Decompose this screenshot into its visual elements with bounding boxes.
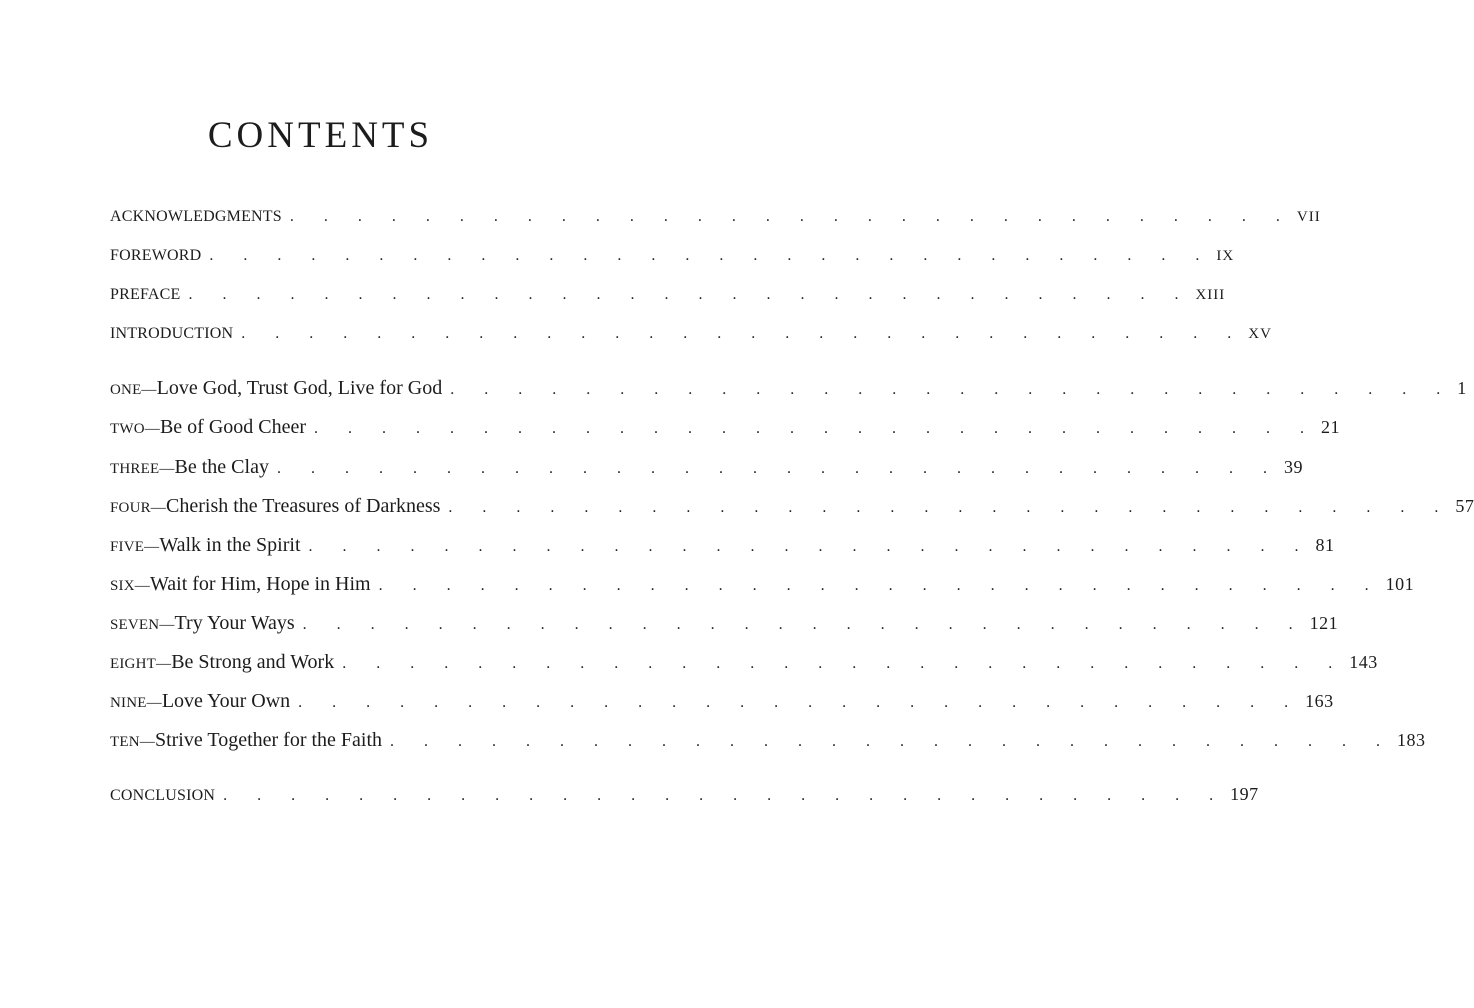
toc-entry-chapter-four[interactable] <box>110 495 1474 525</box>
chapter-number: TWO— <box>110 421 160 437</box>
entry-label: CONCLUSION <box>110 787 216 804</box>
toc-entry-acknowledgments[interactable] <box>110 208 1321 238</box>
entry-label <box>110 651 334 674</box>
chapter-number: SIX— <box>110 578 150 594</box>
chapter-number: TEN— <box>110 734 155 750</box>
page-number: XV <box>1248 326 1272 342</box>
toc-entry-introduction[interactable] <box>110 325 1272 355</box>
entry-label <box>110 416 306 439</box>
toc-entry-chapter-nine[interactable] <box>110 690 1334 720</box>
toc-entry-chapter-five[interactable] <box>110 534 1335 564</box>
page-number: 183 <box>1397 730 1426 750</box>
chapter-title: Be of Good Cheer <box>159 416 307 438</box>
page-number: 197 <box>1230 784 1259 804</box>
chapter-number: SEVEN— <box>110 617 175 633</box>
toc-entry-chapter-two[interactable] <box>110 416 1341 446</box>
page-number: 21 <box>1321 417 1341 437</box>
chapter-number: FOUR— <box>110 500 167 516</box>
entry-label <box>110 573 371 596</box>
entry-label: FOREWORD <box>110 247 202 264</box>
toc-entry-preface[interactable] <box>110 286 1226 316</box>
chapter-number: ONE— <box>110 382 157 398</box>
chapter-number: FIVE— <box>110 539 160 555</box>
dot-leader: . . . . . . . . . . . . . . . . . . . . . . . . . . . . . . <box>378 577 1382 594</box>
dot-leader: . . . . . . . . . . . . . . . . . . . . . . . . . . . . . . <box>302 616 1306 633</box>
chapter-title: Love God, Trust God, Live for God <box>156 377 443 399</box>
page-number: 121 <box>1309 613 1339 633</box>
chapter-number: THREE— <box>110 461 175 477</box>
dot-leader: . . . . . . . . . . . . . . . . . . . . . . . . . . . . . . <box>448 499 1452 516</box>
toc-entry-foreword[interactable] <box>110 247 1235 277</box>
toc-entry-chapter-seven[interactable] <box>110 612 1339 642</box>
page-number: 101 <box>1385 574 1415 594</box>
page-number: 163 <box>1305 691 1334 711</box>
entry-label <box>110 495 440 518</box>
page-number: IX <box>1216 248 1235 264</box>
entry-label <box>110 456 269 479</box>
chapter-title: Be Strong and Work <box>171 651 335 673</box>
toc-entry-chapter-one[interactable] <box>110 377 1467 407</box>
chapter-title: Wait for Him, Hope in Him <box>149 573 371 595</box>
entry-label: PREFACE <box>110 286 181 303</box>
chapter-number: EIGHT— <box>110 656 172 672</box>
chapter-title: Be the Clay <box>174 456 269 478</box>
page-title: CONTENTS <box>207 115 434 156</box>
chapter-title: Cherish the Treasures of Darkness <box>166 495 441 517</box>
entry-label <box>110 729 382 752</box>
entry-label: ACKNOWLEDGMENTS <box>110 208 282 225</box>
entry-label <box>110 690 290 713</box>
page-number: 81 <box>1315 535 1335 555</box>
chapter-title: Walk in the Spirit <box>159 534 301 556</box>
entry-label <box>110 612 295 635</box>
dot-leader: . . . . . . . . . . . . . . . . . . . . . . . . . . . . . . <box>308 538 1312 555</box>
page-number: XIII <box>1195 287 1226 303</box>
toc-entry-chapter-eight[interactable] <box>110 651 1378 681</box>
dot-leader: . . . . . . . . . . . . . . . . . . . . . . . . . . . . . . <box>298 694 1302 711</box>
entry-label <box>110 534 301 557</box>
page-number: 57 <box>1455 496 1474 516</box>
toc-entry-chapter-six[interactable] <box>110 573 1415 603</box>
page-number: 39 <box>1283 457 1303 477</box>
chapter-title: Strive Together for the Faith <box>154 729 383 751</box>
dot-leader: . . . . . . . . . . . . . . . . . . . . . . . . . . . . . . <box>314 420 1318 437</box>
dot-leader: . . . . . . . . . . . . . . . . . . . . . . . . . . . . . . <box>390 733 1394 750</box>
toc-entry-chapter-three[interactable] <box>110 456 1303 486</box>
page-number: 143 <box>1349 652 1378 672</box>
chapter-title: Love Your Own <box>161 690 291 712</box>
toc-entry-conclusion[interactable] <box>110 784 1259 814</box>
dot-leader: . . . . . . . . . . . . . . . . . . . . . . . . . . . . . . <box>209 247 1213 264</box>
page-number: 1 <box>1457 378 1467 398</box>
chapter-title: Try Your Ways <box>174 612 295 634</box>
entry-label: INTRODUCTION <box>110 325 234 342</box>
dot-leader: . . . . . . . . . . . . . . . . . . . . . . . . . . . . . . <box>223 787 1227 804</box>
toc-entry-chapter-ten[interactable] <box>110 729 1426 759</box>
page-number: VII <box>1296 209 1321 225</box>
dot-leader: . . . . . . . . . . . . . . . . . . . . . . . . . . . . . . <box>241 325 1245 342</box>
dot-leader: . . . . . . . . . . . . . . . . . . . . . . . . . . . . . . <box>450 381 1454 398</box>
dot-leader: . . . . . . . . . . . . . . . . . . . . . . . . . . . . . . <box>188 286 1192 303</box>
dot-leader: . . . . . . . . . . . . . . . . . . . . . . . . . . . . . . <box>289 208 1293 225</box>
dot-leader: . . . . . . . . . . . . . . . . . . . . . . . . . . . . . . <box>342 655 1346 672</box>
dot-leader: . . . . . . . . . . . . . . . . . . . . . . . . . . . . . . <box>276 460 1280 477</box>
entry-label <box>110 377 442 400</box>
chapter-number: NINE— <box>110 695 162 711</box>
